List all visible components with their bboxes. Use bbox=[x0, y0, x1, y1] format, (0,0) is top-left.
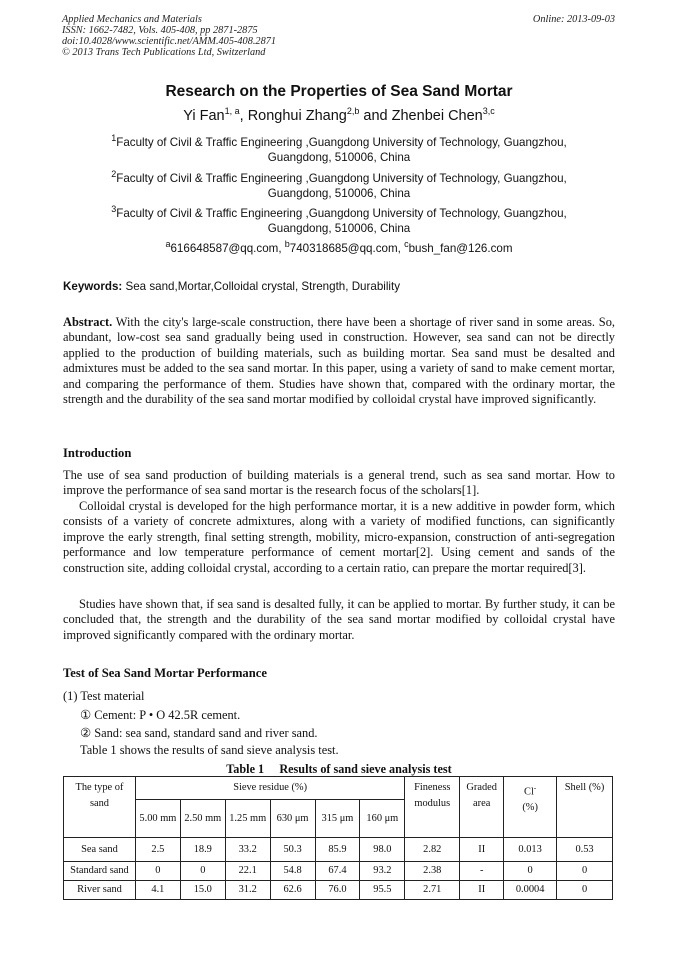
introduction-heading: Introduction bbox=[63, 446, 132, 460]
cell: 93.2 bbox=[360, 862, 405, 881]
cell: 67.4 bbox=[315, 862, 360, 881]
abstract-label: Abstract. bbox=[63, 315, 113, 329]
sieve-size: 1.25 mm bbox=[225, 800, 270, 838]
cell: 54.8 bbox=[270, 862, 315, 881]
keywords bbox=[63, 280, 615, 293]
cell: 62.6 bbox=[270, 881, 315, 900]
journal-name: Applied Mechanics and Materials bbox=[62, 14, 202, 25]
cell: 50.3 bbox=[270, 838, 315, 862]
header-chloride: Cl- (%) bbox=[504, 777, 557, 838]
affiliation-3: $^3$Faculty of Civil & Traffic Engineering ,Guangdong University of Technology, Guangzhou, Guangdong, 510006, China bbox=[111, 204, 567, 235]
header-fineness: Fineness modulus bbox=[405, 777, 460, 838]
cell: 0.53 bbox=[557, 838, 613, 862]
table-intro: Table 1 shows the results of sand sieve analysis test. bbox=[80, 743, 339, 757]
cell: 15.0 bbox=[180, 881, 225, 900]
cell: 4.1 bbox=[135, 881, 180, 900]
cell: 98.0 bbox=[360, 838, 405, 862]
row-type: Standard sand bbox=[64, 862, 136, 881]
affiliation-1: $^1$Faculty of Civil & Traffic Engineering ,Guangdong University of Technology, Guangzhou, Guangdong, 510006, China bbox=[111, 133, 567, 164]
cell: 95.5 bbox=[360, 881, 405, 900]
abstract bbox=[63, 315, 615, 407]
sieve-size: 160 μm bbox=[360, 800, 405, 838]
sieve-size: 315 μm bbox=[315, 800, 360, 838]
table-row bbox=[64, 838, 613, 862]
table-row bbox=[64, 881, 613, 900]
keywords-label: Keywords: bbox=[63, 280, 123, 293]
header-graded: Graded area bbox=[460, 777, 504, 838]
cell: 22.1 bbox=[225, 862, 270, 881]
abstract-text: With the city's large-scale construction, there have been a shortage of river sand in some areas. So, abundant, low-cost sea sand gradually being used in construction. However, sea sand can not be directly applied to the production of building materials, such as building mortar. Sea sand must be desalted and admixtures must be added to the sea sand mortar. In this paper, using a variety of sand to make cement mortar, and comparing the performance of them. Studies have shown that, compared with the ordinary mortar, the strength and the durability of the sea sand mortar modified by colloidal crystal have improved significantly. bbox=[63, 315, 615, 407]
author-name: Yi Fan bbox=[183, 108, 225, 124]
author-name: Zhenbei Chen bbox=[391, 108, 483, 124]
online-date: Online: 2013-09-03 bbox=[532, 14, 615, 25]
issn-line: ISSN: 1662-7482, Vols. 405-408, pp 2871-2875 bbox=[62, 25, 258, 36]
header-sieve-residue: Sieve residue (%) bbox=[135, 777, 404, 800]
email-link[interactable]: 616648587@qq.com bbox=[170, 242, 279, 255]
test-material-label: (1) Test material bbox=[63, 689, 145, 703]
cell: 0 bbox=[557, 862, 613, 881]
header-shell: Shell (%) bbox=[557, 777, 613, 838]
cell: II bbox=[460, 881, 504, 900]
author-list: Yi Fan$^{1, a}$, Ronghui Zhang$^{2,b}$ and Zhenbei Chen$^{3,c}$ bbox=[183, 106, 495, 124]
cell: - bbox=[460, 862, 504, 881]
cell: 31.2 bbox=[225, 881, 270, 900]
sieve-analysis-table bbox=[63, 776, 613, 900]
cell: 85.9 bbox=[315, 838, 360, 862]
sieve-size: 630 μm bbox=[270, 800, 315, 838]
cell: II bbox=[460, 838, 504, 862]
row-type: Sea sand bbox=[64, 838, 136, 862]
cell: 0 bbox=[180, 862, 225, 881]
cell: 0.0004 bbox=[504, 881, 557, 900]
copyright-line: © 2013 Trans Tech Publications Ltd, Switzerland bbox=[62, 47, 266, 58]
cell: 2.71 bbox=[405, 881, 460, 900]
author-sup: 3,c bbox=[482, 106, 495, 117]
material-item-sand: ② Sand: sea sand, standard sand and river sand. bbox=[80, 726, 318, 740]
material-item-cement: ① Cement: P • O 42.5R cement. bbox=[80, 708, 241, 722]
author-sup: 2,b bbox=[346, 106, 360, 117]
cell: 2.82 bbox=[405, 838, 460, 862]
cell: 33.2 bbox=[225, 838, 270, 862]
row-type: River sand bbox=[64, 881, 136, 900]
sieve-size: 2.50 mm bbox=[180, 800, 225, 838]
cell: 0 bbox=[504, 862, 557, 881]
cell: 0 bbox=[135, 862, 180, 881]
affiliation-2: $^2$Faculty of Civil & Traffic Engineering ,Guangdong University of Technology, Guangzhou, Guangdong, 510006, China bbox=[111, 169, 567, 200]
email-line: $^a$616648587@qq.com, $^b$740318685@qq.com, $^c$bush_fan@126.com bbox=[165, 239, 513, 255]
author-name: Ronghui Zhang bbox=[247, 108, 347, 124]
table-caption: Table 1 Results of sand sieve analysis test bbox=[226, 762, 452, 776]
header-sand-type: The type of sand bbox=[64, 777, 136, 838]
cell: 0 bbox=[557, 881, 613, 900]
email-link[interactable]: bush_fan@126.com bbox=[408, 242, 513, 255]
email-link[interactable]: 740318685@qq.com bbox=[289, 242, 398, 255]
cell: 76.0 bbox=[315, 881, 360, 900]
intro-paragraph-2: Colloidal crystal is developed for the high performance mortar, it is a new additive in powder form, which consists of a variety of concrete admixtures, along with a variety of modified functions, can significantly improve the early strength, final setting strength, mobility, micro-expansion, construction of anti-segregation performance and low temperature performance of cement mortar[2]. Using cement and sands of the construction site, adding colloidal crystal, according to a certain ratio, can prepare the mortar required[3]. bbox=[63, 499, 615, 575]
doi-line: doi:10.4028/www.scientific.net/AMM.405-408.2871 bbox=[62, 36, 277, 47]
author-sup: 1, a bbox=[224, 106, 240, 117]
intro-paragraph-1: The use of sea sand production of building materials is a general trend, such as sea sand mortar. How to improve the performance of sea sand mortar is the research focus of the scholars[1]. bbox=[63, 468, 615, 498]
intro-paragraph-3: Studies have shown that, if sea sand is desalted fully, it can be applied to mortar. By further study, it can be concluded that, the strength and the durability of the sea sand mortar modified by colloidal crystal have improved significantly compared with the ordinary mortar. bbox=[63, 597, 615, 642]
sieve-size: 5.00 mm bbox=[135, 800, 180, 838]
cell: 0.013 bbox=[504, 838, 557, 862]
keywords-text: Sea sand,Mortar,Colloidal crystal, Strength, Durability bbox=[122, 280, 401, 293]
test-section-heading: Test of Sea Sand Mortar Performance bbox=[63, 666, 267, 680]
cell: 18.9 bbox=[180, 838, 225, 862]
paper-title: Research on the Properties of Sea Sand Mortar bbox=[165, 83, 513, 100]
cell: 2.5 bbox=[135, 838, 180, 862]
table-row bbox=[64, 862, 613, 881]
running-header bbox=[62, 14, 276, 58]
cell: 2.38 bbox=[405, 862, 460, 881]
